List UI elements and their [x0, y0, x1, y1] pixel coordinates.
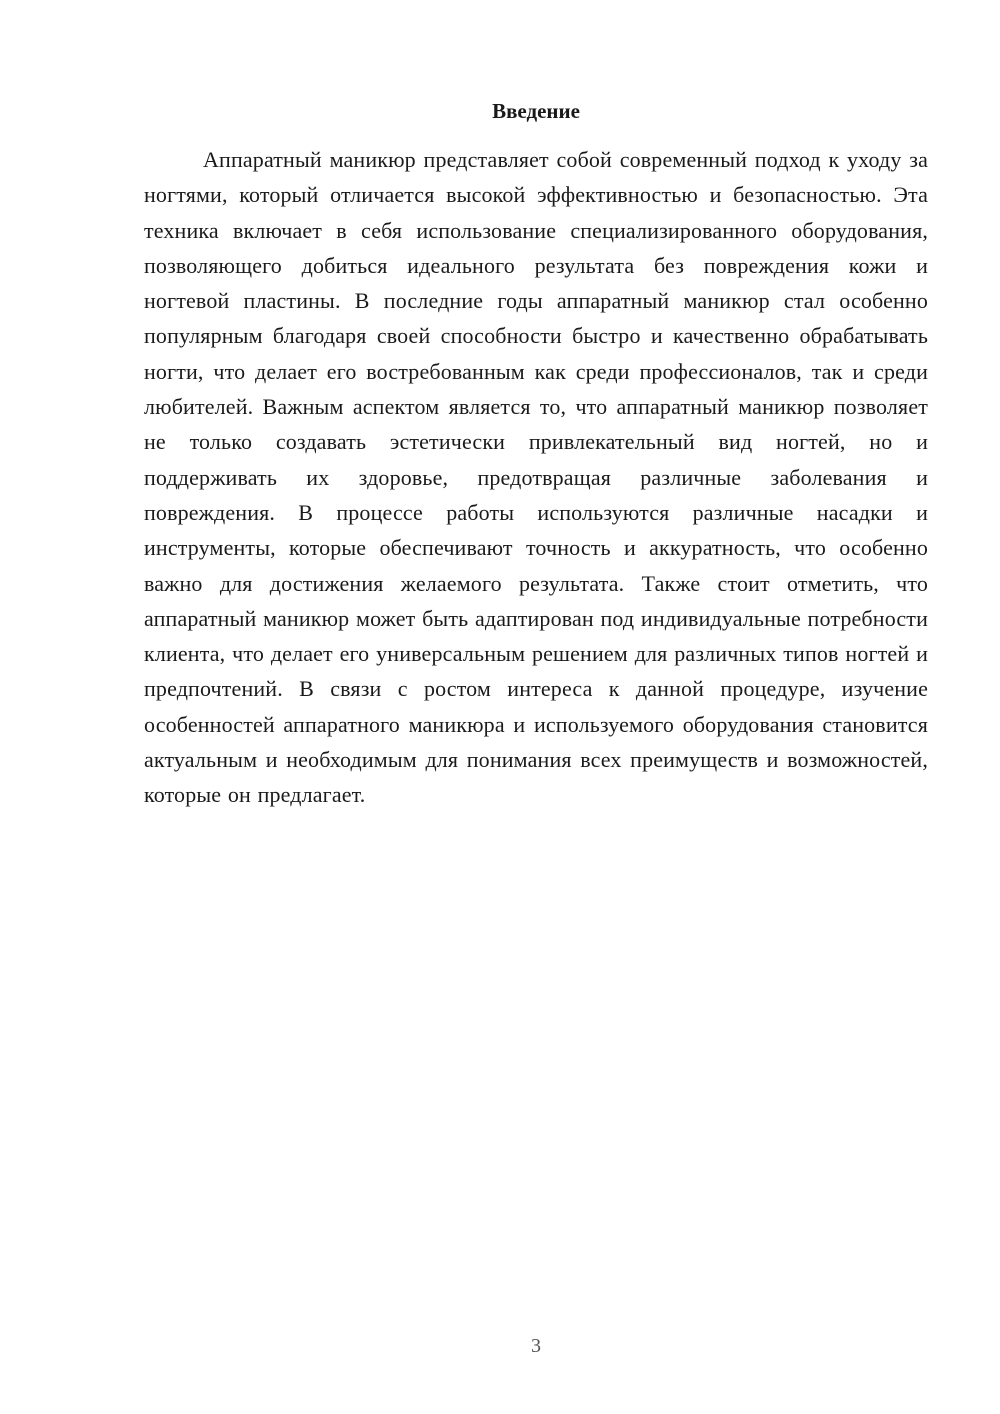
- body-paragraph: Аппаратный маникюр представляет собой современный подход к уходу за ногтями, который отличается высокой эффективностью и безопасностью. Эта техника включает в себя использование специализированного оборудования, позволяющего добиться идеального результата без повреждения кожи и ногтевой пластины. В последние годы аппаратный маникюр стал особенно популярным благодаря своей способности быстро и качественно обрабатывать ногти, что делает его востребованным как среди профессионалов, так и среди любителей. Важным аспектом является то, что аппаратный маникюр позволяет не только создавать эстетически привлекательный вид ногтей, но и поддерживать их здоровье, предотвращая различные заболевания и повреждения. В процессе работы используются различные насадки и инструменты, которые обеспечивают точность и аккуратность, что особенно важно для достижения желаемого результата. Также стоит отметить, что аппаратный маникюр может быть адаптирован под индивидуальные потребности клиента, что делает его универсальным решением для различных типов ногтей и предпочтений. В связи с ростом интереса к данной процедуре, изучение особенностей аппаратного маникюра и используемого оборудования становится актуальным и необходимым для понимания всех преимуществ и возможностей, которые он предлагает.: [144, 147, 928, 808]
- page-number: 3: [531, 1335, 541, 1357]
- section-heading: Введение: [492, 99, 580, 123]
